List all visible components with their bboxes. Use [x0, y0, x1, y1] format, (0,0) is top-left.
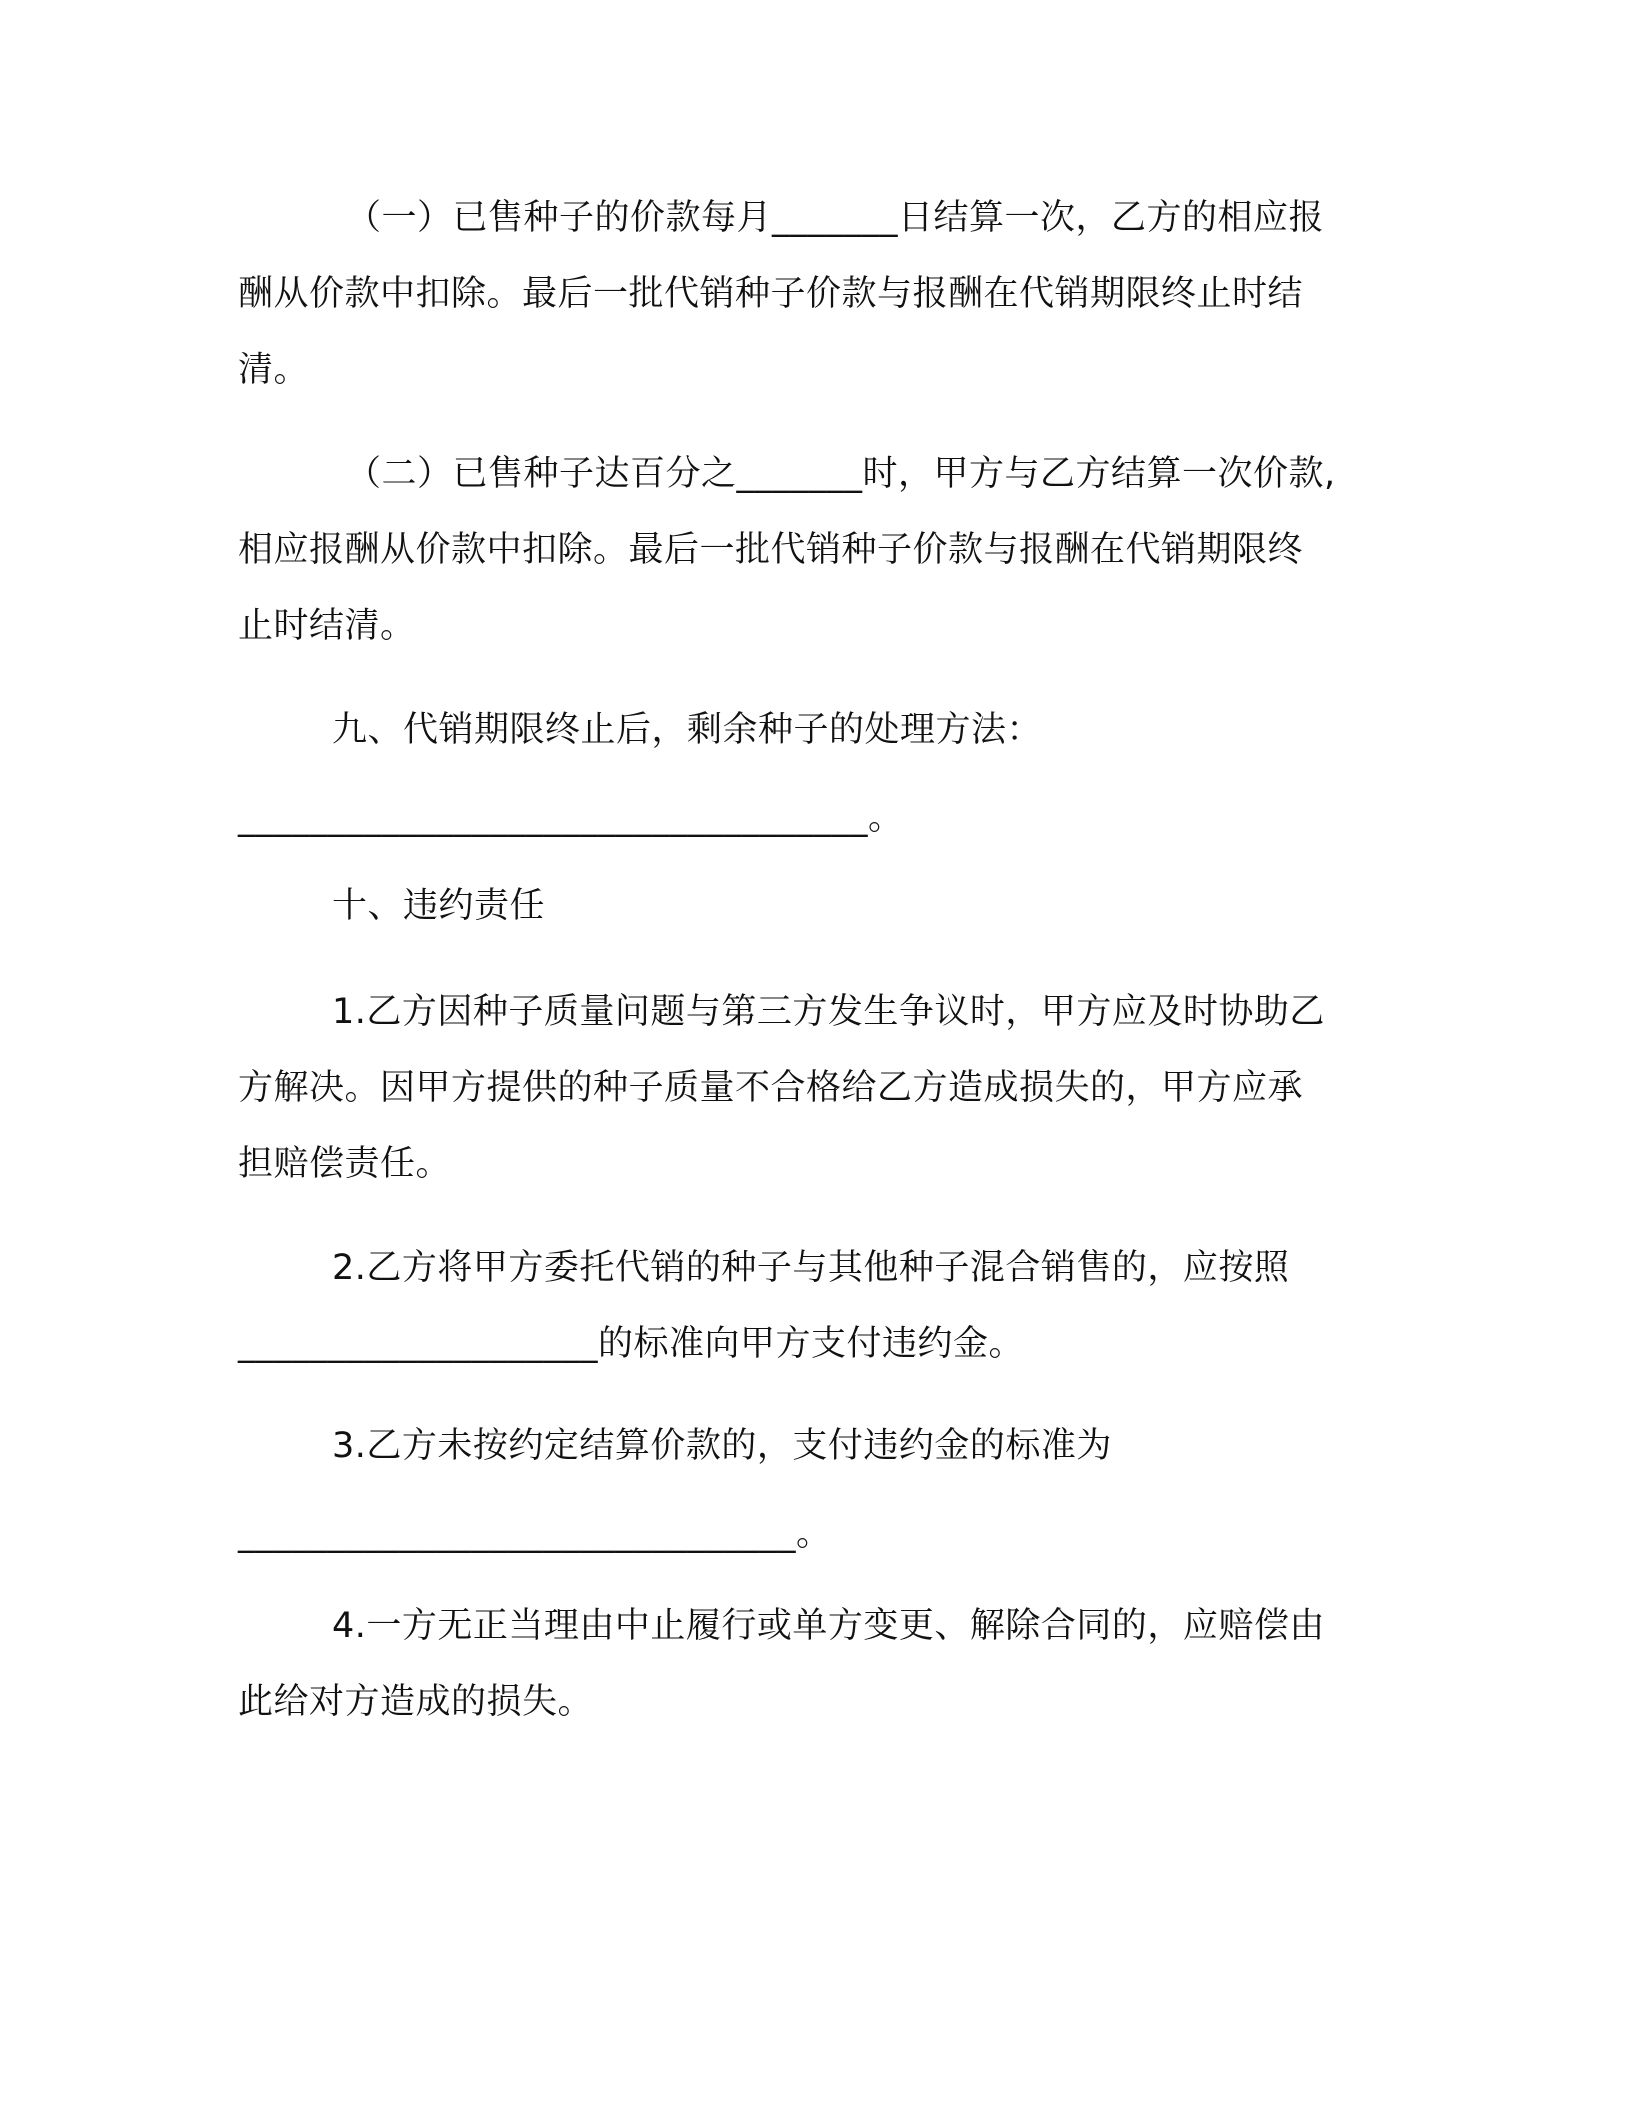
- paragraph-5-line-2: 方解决。因甲方提供的种子质量不合格给乙方造成损失的，甲方应承: [238, 1068, 1304, 1108]
- paragraph-8-line-1: 4.一方无正当理由中止履行或单方变更、解除合同的，应赔偿由: [332, 1606, 1325, 1646]
- paragraph-2-line-3: 止时结清。: [238, 606, 416, 646]
- paragraph-2-line-1: （二）已售种子达百分之_______时，甲方与乙方结算一次价款,: [346, 454, 1336, 494]
- paragraph-1-line-3: 清。: [238, 350, 310, 390]
- paragraph-7-line-2: _______________________________。: [238, 1514, 832, 1554]
- paragraph-7-line-1: 3.乙方未按约定结算价款的，支付违约金的标准为: [332, 1426, 1112, 1466]
- paragraph-6-line-1: 2.乙方将甲方委托代销的种子与其他种子混合销售的，应按照: [332, 1248, 1290, 1288]
- paragraph-3-line-1: 九、代销期限终止后，剩余种子的处理方法：: [332, 710, 1043, 750]
- paragraph-2-line-2: 相应报酬从价款中扣除。最后一批代销种子价款与报酬在代销期限终: [238, 530, 1304, 570]
- section-heading-breach: 十、违约责任: [332, 886, 546, 926]
- paragraph-6-line-2: ____________________的标准向甲方支付违约金。: [238, 1324, 1025, 1364]
- paragraph-1-line-2: 酬从价款中扣除。最后一批代销种子价款与报酬在代销期限终止时结: [238, 274, 1304, 314]
- paragraph-8-line-2: 此给对方造成的损失。: [238, 1682, 594, 1722]
- paragraph-5-line-3: 担赔偿责任。: [238, 1144, 452, 1184]
- paragraph-5-line-1: 1.乙方因种子质量问题与第三方发生争议时，甲方应及时协助乙: [332, 992, 1325, 1032]
- paragraph-3-line-2: ___________________________________。: [238, 798, 904, 838]
- paragraph-1-line-1: （一）已售种子的价款每月_______日结算一次，乙方的相应报: [346, 198, 1325, 238]
